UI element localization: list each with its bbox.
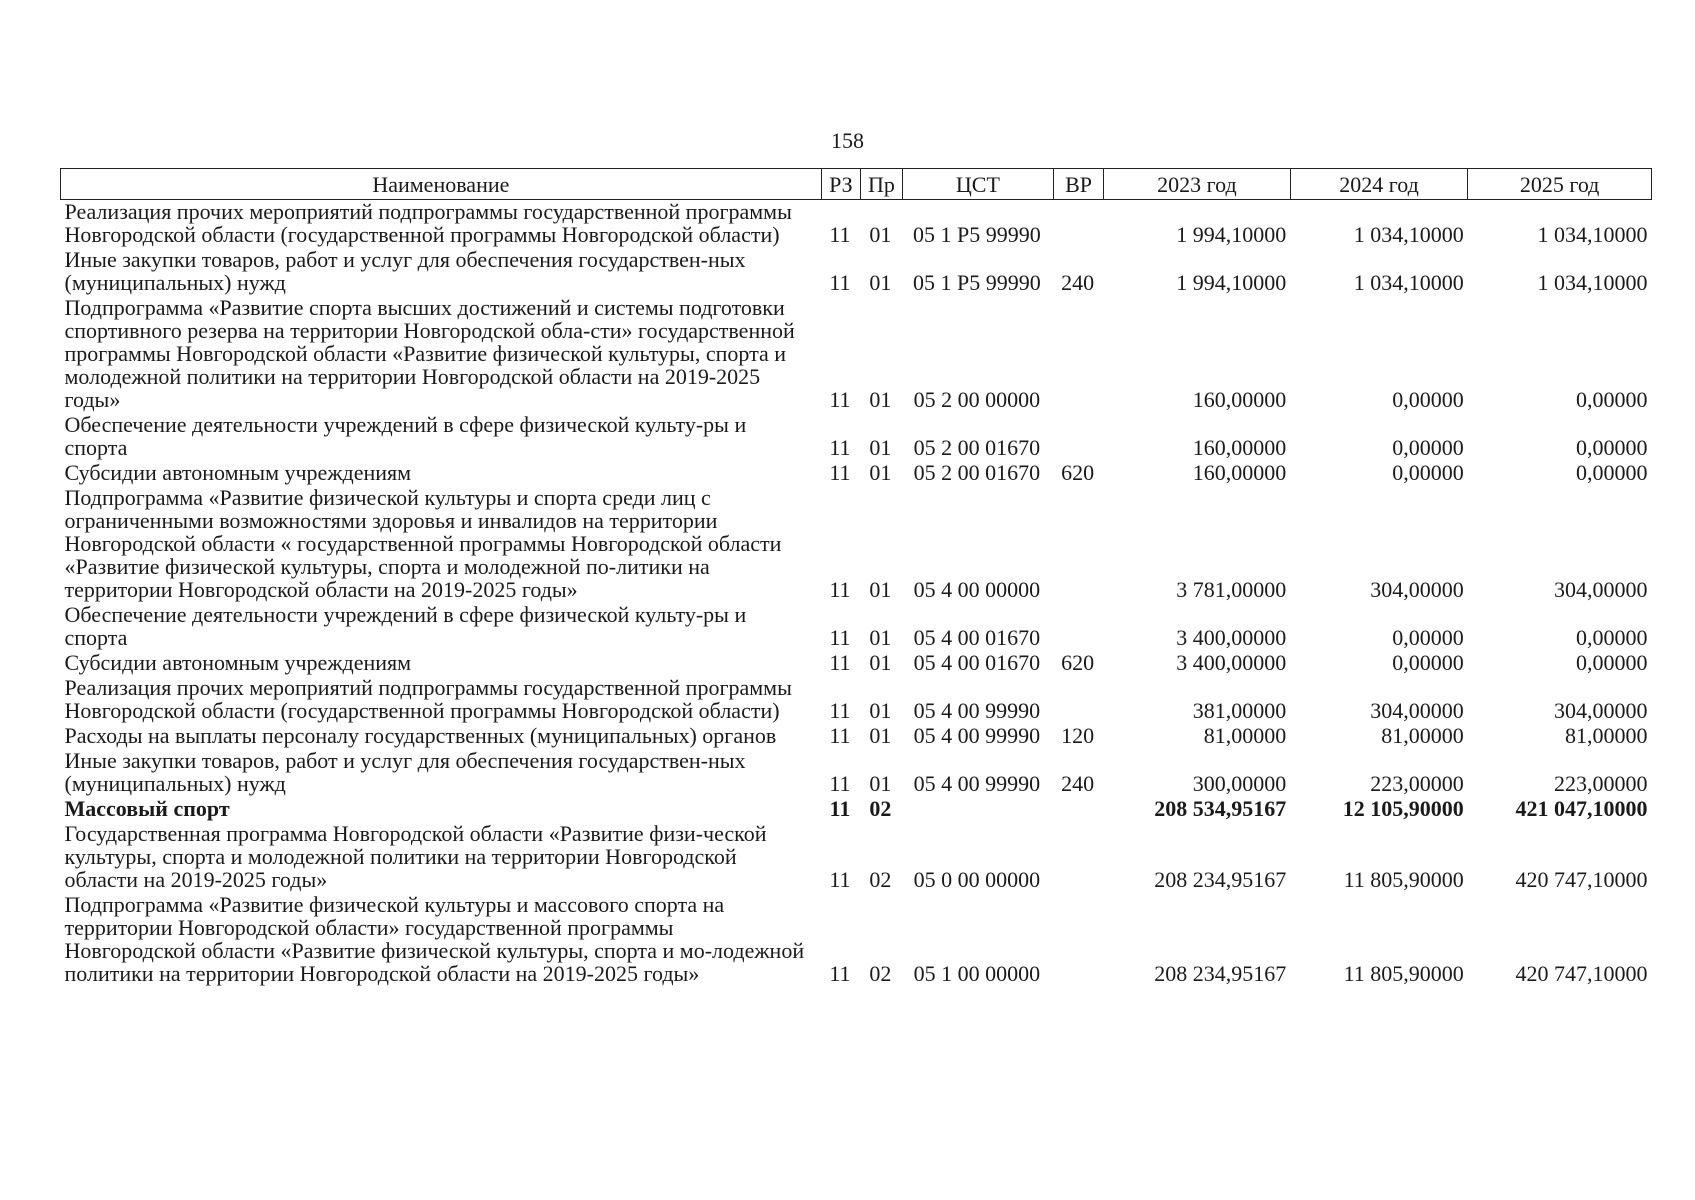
header-pr: Пр	[861, 169, 903, 200]
cell-pr: 01	[869, 625, 892, 650]
table-row	[61, 651, 1652, 676]
cell-y2023: 3 400,00000	[1176, 625, 1287, 650]
cell-name: Реализация прочих мероприятий подпрограммы государственной программы Новгородской области (государственной программы Новгородской области)	[64, 675, 792, 723]
cell-vr	[1054, 893, 1104, 987]
cell-vr	[1054, 413, 1104, 461]
table-body	[61, 200, 1652, 988]
header-rz: РЗ	[821, 169, 860, 200]
cell-cst: 05 4 00 99990	[913, 698, 1041, 723]
cell-name: Подпрограмма «Развитие физической культуры и спорта среди лиц с ограниченными возможностями здоровья и инвалидов на территории Новгородской области « государственной программы Новгородской области «Развитие физической культуры, спорта и молодежной по-литики на территории Новгородской области на 2019-2025 годы»	[64, 485, 782, 602]
cell-cst: 05 1 Р5 99990	[913, 270, 1041, 295]
cell-name: Иные закупки товаров, работ и услуг для обеспечения государствен-ных (муниципальных) нужд	[64, 748, 746, 796]
cell-y2024: 0,00000	[1392, 387, 1464, 412]
cell-y2023: 208 234,95167	[1154, 867, 1287, 892]
cell-rz: 11	[829, 867, 851, 892]
cell-y2023: 160,00000	[1192, 435, 1287, 460]
cell-y2024: 11 805,90000	[1343, 961, 1464, 986]
cell-y2024: 11 805,90000	[1343, 867, 1464, 892]
cell-rz: 11	[829, 698, 851, 723]
cell-y2025: 81,00000	[1565, 723, 1648, 748]
cell-name: Подпрограмма «Развитие спорта высших достижений и системы подготовки спортивного резерва на территории Новгородской обла-сти» государственной программы Новгородской области «Развитие физической культуры, спорта и молодежной политики на территории Новгородской области на 2019-2025 годы»	[64, 295, 795, 412]
cell-vr: 120	[1061, 723, 1095, 748]
cell-y2025: 421 047,10000	[1515, 796, 1648, 821]
cell-y2024: 1 034,10000	[1353, 222, 1464, 247]
cell-name: Расходы на выплаты персоналу государственных (муниципальных) органов	[64, 723, 777, 748]
cell-y2023: 3 781,00000	[1176, 577, 1287, 602]
cell-cst: 05 1 00 00000	[913, 961, 1041, 986]
cell-vr	[1054, 676, 1104, 724]
cell-y2025: 420 747,10000	[1515, 867, 1648, 892]
cell-y2023: 160,00000	[1192, 460, 1287, 485]
cell-y2023: 208 534,95167	[1154, 796, 1287, 821]
table-row	[61, 296, 1652, 413]
cell-y2023: 381,00000	[1192, 698, 1287, 723]
table-row	[61, 200, 1652, 249]
cell-cst: 05 4 00 99990	[913, 771, 1041, 796]
cell-cst: 05 4 00 99990	[913, 723, 1041, 748]
cell-y2023: 160,00000	[1192, 387, 1287, 412]
cell-cst: 05 2 00 00000	[913, 387, 1041, 412]
header-cst: ЦСТ	[902, 169, 1054, 200]
table-row	[61, 893, 1652, 987]
cell-y2023: 1 994,10000	[1176, 222, 1287, 247]
cell-rz: 11	[829, 771, 851, 796]
page-number: 158	[831, 128, 864, 153]
cell-y2024: 0,00000	[1392, 435, 1464, 460]
cell-cst: 05 2 00 01670	[913, 460, 1041, 485]
cell-rz: 11	[829, 387, 851, 412]
cell-cst: 05 2 00 01670	[913, 435, 1041, 460]
cell-name: Массовый спорт	[64, 796, 230, 821]
cell-y2024: 223,00000	[1370, 771, 1464, 796]
cell-y2025: 0,00000	[1576, 435, 1648, 460]
table-row	[61, 461, 1652, 486]
cell-pr: 02	[869, 961, 892, 986]
cell-y2023: 3 400,00000	[1176, 650, 1287, 675]
header-2025: 2025 год	[1468, 169, 1652, 200]
table-row	[61, 797, 1652, 822]
cell-y2025: 1 034,10000	[1537, 270, 1648, 295]
cell-y2025: 223,00000	[1554, 771, 1648, 796]
cell-y2025: 304,00000	[1554, 698, 1648, 723]
cell-cst: 05 4 00 01670	[913, 650, 1041, 675]
cell-pr: 01	[869, 270, 892, 295]
cell-rz: 11	[829, 625, 851, 650]
cell-y2025: 1 034,10000	[1537, 222, 1648, 247]
cell-pr: 01	[869, 577, 892, 602]
cell-cst	[902, 797, 1054, 822]
cell-cst: 05 4 00 00000	[913, 577, 1041, 602]
cell-y2025: 0,00000	[1576, 460, 1648, 485]
cell-rz: 11	[829, 796, 851, 821]
table-row	[61, 749, 1652, 797]
cell-pr: 01	[869, 435, 892, 460]
cell-name: Подпрограмма «Развитие физической культуры и массового спорта на территории Новгородской области» государственной программы Новгородской области «Развитие физической культуры, спорта и мо-лодежной политики на территории Новгородской области на 2019-2025 годы»	[64, 892, 805, 986]
cell-vr	[1054, 296, 1104, 413]
cell-y2025: 304,00000	[1554, 577, 1648, 602]
cell-pr: 01	[869, 771, 892, 796]
cell-vr: 240	[1061, 771, 1095, 796]
cell-vr	[1054, 486, 1104, 603]
cell-y2025: 420 747,10000	[1515, 961, 1648, 986]
cell-y2023: 208 234,95167	[1154, 961, 1287, 986]
cell-pr: 01	[869, 460, 892, 485]
cell-pr: 02	[869, 796, 892, 821]
cell-rz: 11	[829, 577, 851, 602]
cell-rz: 11	[829, 460, 851, 485]
cell-y2025: 0,00000	[1576, 625, 1648, 650]
table-row	[61, 724, 1652, 749]
cell-cst: 05 1 Р5 99990	[913, 222, 1041, 247]
header-2024: 2024 год	[1290, 169, 1467, 200]
cell-y2024: 0,00000	[1392, 625, 1464, 650]
cell-y2023: 81,00000	[1203, 723, 1287, 748]
header-name: Наименование	[61, 169, 822, 200]
cell-rz: 11	[829, 961, 851, 986]
cell-y2024: 0,00000	[1392, 460, 1464, 485]
cell-cst: 05 4 00 01670	[913, 625, 1041, 650]
cell-name: Реализация прочих мероприятий подпрограммы государственной программы Новгородской области (государственной программы Новгородской области)	[64, 199, 792, 247]
cell-name: Государственная программа Новгородской области «Развитие физи-ческой культуры, спорта и молодежной политики на территории Новгородской области на 2019-2025 годы»	[64, 821, 767, 892]
cell-pr: 01	[869, 698, 892, 723]
cell-pr: 02	[869, 867, 892, 892]
cell-pr: 01	[869, 222, 892, 247]
cell-pr: 01	[869, 387, 892, 412]
cell-y2024: 304,00000	[1370, 577, 1464, 602]
table-row	[61, 822, 1652, 893]
table-row	[61, 413, 1652, 461]
cell-name: Обеспечение деятельности учреждений в сфере физической культу-ры и спорта	[64, 412, 747, 460]
cell-name: Иные закупки товаров, работ и услуг для обеспечения государствен-ных (муниципальных) нужд	[64, 247, 746, 295]
cell-rz: 11	[829, 650, 851, 675]
cell-rz: 11	[829, 435, 851, 460]
cell-y2025: 0,00000	[1576, 650, 1648, 675]
table-header-row	[61, 169, 1652, 200]
header-2023: 2023 год	[1103, 169, 1290, 200]
cell-vr: 240	[1061, 270, 1095, 295]
cell-y2023: 300,00000	[1192, 771, 1287, 796]
cell-y2024: 12 105,90000	[1342, 796, 1464, 821]
cell-vr	[1054, 822, 1104, 893]
cell-rz: 11	[829, 222, 851, 247]
table-row	[61, 486, 1652, 603]
cell-rz: 11	[829, 270, 851, 295]
table-row	[61, 603, 1652, 651]
cell-vr: 620	[1061, 460, 1095, 485]
table-row	[61, 676, 1652, 724]
cell-y2024: 0,00000	[1392, 650, 1464, 675]
cell-cst: 05 0 00 00000	[913, 867, 1041, 892]
cell-name: Обеспечение деятельности учреждений в сфере физической культу-ры и спорта	[64, 602, 747, 650]
cell-vr	[1054, 200, 1104, 249]
cell-vr	[1054, 603, 1104, 651]
cell-name: Субсидии автономным учреждениям	[64, 460, 412, 485]
cell-y2024: 81,00000	[1381, 723, 1464, 748]
table-row	[61, 248, 1652, 296]
cell-pr: 01	[869, 650, 892, 675]
cell-vr: 620	[1061, 650, 1095, 675]
cell-rz: 11	[829, 723, 851, 748]
cell-pr: 01	[869, 723, 892, 748]
cell-y2025: 0,00000	[1576, 387, 1648, 412]
cell-y2024: 1 034,10000	[1353, 270, 1464, 295]
cell-vr	[1054, 797, 1104, 822]
cell-name: Субсидии автономным учреждениям	[64, 650, 412, 675]
header-vr: ВР	[1054, 169, 1104, 200]
cell-y2023: 1 994,10000	[1176, 270, 1287, 295]
cell-y2024: 304,00000	[1370, 698, 1464, 723]
budget-table	[60, 168, 1652, 987]
